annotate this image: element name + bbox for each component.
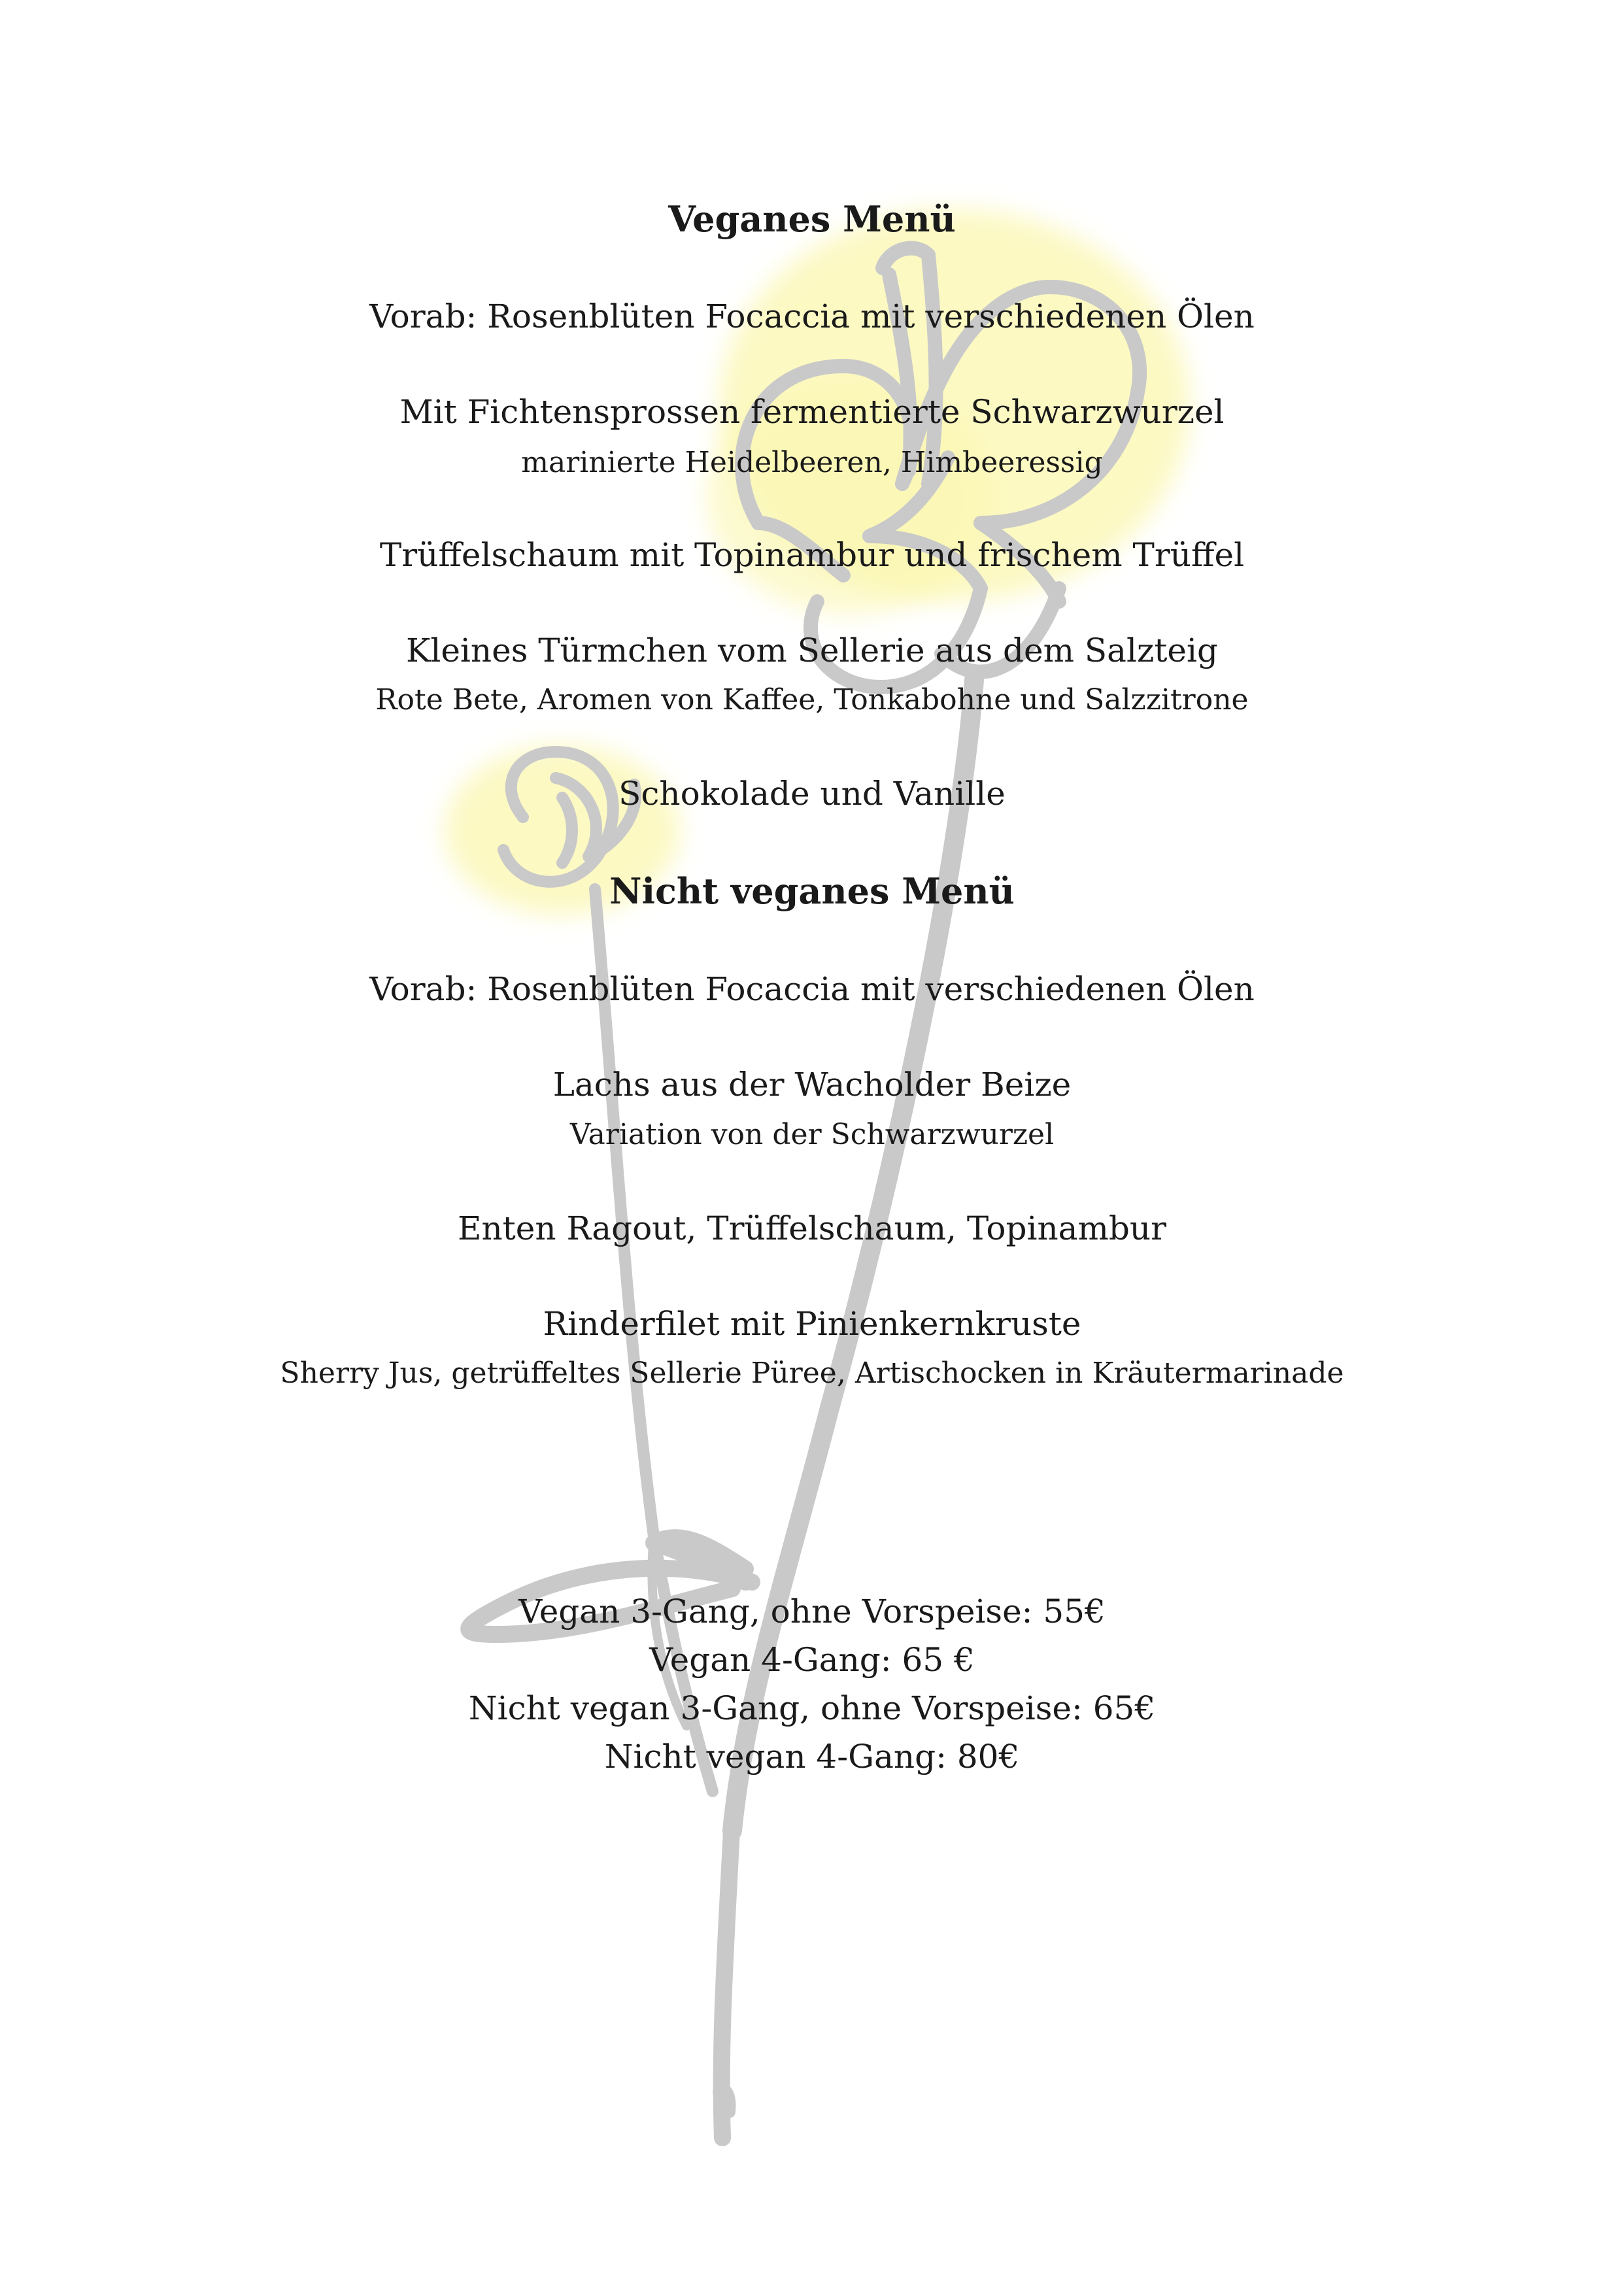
price-line: Nicht vegan 3-Gang, ohne Vorspeise: 65€ (468, 1689, 1156, 1727)
vegan-starter: Vorab: Rosenblüten Focaccia mit verschiedenen Ölen (369, 297, 1255, 335)
vegan-menu-heading: Veganes Menü (668, 198, 956, 240)
non-vegan-course-title: Rinderfilet mit Pinienkernkruste (543, 1305, 1081, 1343)
non-vegan-course-title: Lachs aus der Wacholder Beize (552, 1066, 1072, 1104)
non-vegan-course-description: Variation von der Schwarzwurzel (569, 1118, 1055, 1151)
non-vegan-starter: Vorab: Rosenblüten Focaccia mit verschiedenen Ölen (369, 970, 1255, 1008)
vegan-course-description: marinierte Heidelbeeren, Himbeeressig (521, 446, 1103, 479)
price-line: Vegan 3-Gang, ohne Vorspeise: 55€ (518, 1593, 1106, 1630)
vegan-course-title: Mit Fichtensprossen fermentierte Schwarzwurzel (399, 393, 1225, 431)
price-line: Vegan 4-Gang: 65 € (649, 1641, 975, 1679)
vegan-course-description: Rote Bete, Aromen von Kaffee, Tonkabohne und Salzzitrone (375, 683, 1249, 717)
non-vegan-menu-heading: Nicht veganes Menü (609, 870, 1015, 912)
non-vegan-course-title: Enten Ragout, Trüffelschaum, Topinambur (457, 1209, 1166, 1247)
price-line: Nicht vegan 4-Gang: 80€ (604, 1738, 1020, 1776)
vegan-course-title: Trüffelschaum mit Topinambur und frischem Trüffel (379, 536, 1245, 574)
non-vegan-course-description: Sherry Jus, getrüffeltes Sellerie Püree, Artischocken in Kräutermarinade (280, 1357, 1344, 1390)
vegan-course-title: Kleines Türmchen vom Sellerie aus dem Salzteig (405, 632, 1219, 669)
vegan-course-title: Schokolade und Vanille (618, 775, 1006, 813)
